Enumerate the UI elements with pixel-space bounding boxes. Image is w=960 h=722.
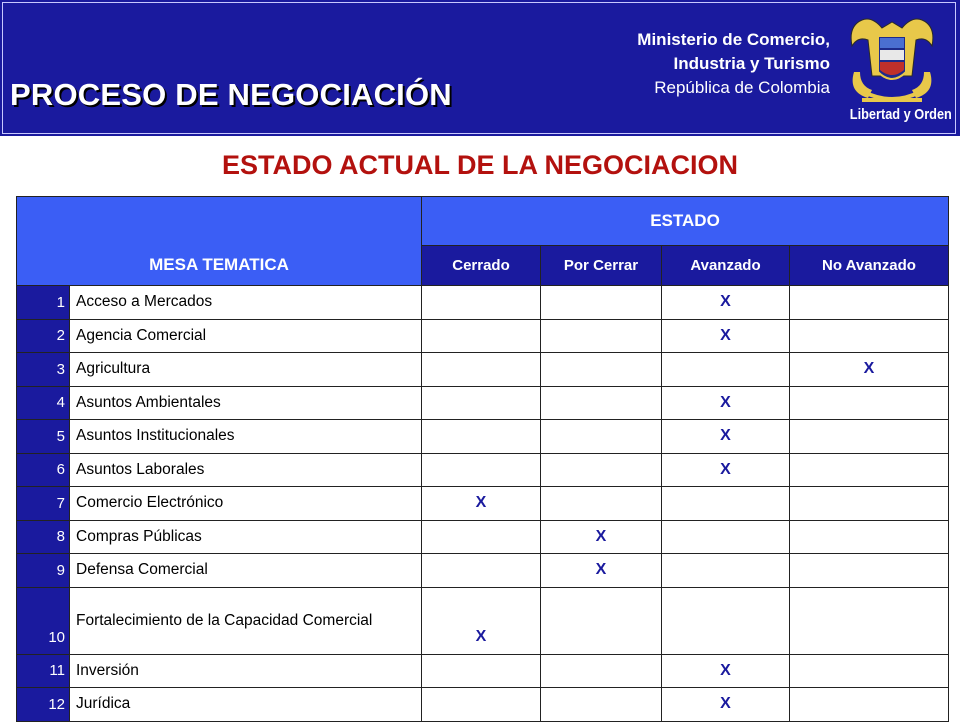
status-cell — [790, 554, 949, 588]
status-cell — [662, 554, 790, 588]
negotiation-status-table — [16, 196, 949, 722]
mesa-name: Asuntos Institucionales — [70, 420, 422, 454]
crest-motto: Libertad y Orden — [849, 106, 952, 123]
status-cell — [422, 654, 541, 688]
status-mark: X — [720, 427, 731, 445]
status-cell — [662, 319, 790, 353]
table-body — [17, 286, 949, 722]
mesa-name: Acceso a Mercados — [70, 286, 422, 320]
status-mark: X — [720, 393, 731, 411]
status-cell — [541, 520, 662, 554]
table-row — [17, 487, 949, 521]
row-number: 2 — [17, 319, 70, 353]
mesa-name: Compras Públicas — [70, 520, 422, 554]
status-cell — [541, 286, 662, 320]
table-row — [17, 587, 949, 654]
status-cell — [662, 520, 790, 554]
mesa-name: Agricultura — [70, 353, 422, 387]
status-cell — [541, 319, 662, 353]
page-title: PROCESO DE NEGOCIACIÓN — [10, 77, 452, 112]
ministry-block — [637, 28, 830, 100]
table-row — [17, 353, 949, 387]
status-mark: X — [720, 661, 731, 679]
table-row — [17, 688, 949, 722]
mesa-name: Asuntos Ambientales — [70, 386, 422, 420]
status-cell — [422, 286, 541, 320]
mesa-name: Inversión — [70, 654, 422, 688]
status-mark: X — [863, 360, 875, 378]
row-number: 5 — [17, 420, 70, 454]
table-row — [17, 319, 949, 353]
mesa-name: Defensa Comercial — [70, 554, 422, 588]
ministry-line-2: Industria y Turismo — [673, 54, 830, 73]
column-header-avanzado: Avanzado — [662, 245, 790, 285]
ministry-line-3: República de Colombia — [654, 78, 830, 97]
column-header-no-avanzado: No Avanzado — [790, 245, 949, 285]
table-row — [17, 453, 949, 487]
table-row — [17, 554, 949, 588]
status-cell — [790, 688, 949, 722]
status-cell — [422, 319, 541, 353]
status-mark: X — [720, 293, 731, 311]
status-mark: X — [720, 326, 731, 344]
estado-header: ESTADO — [422, 197, 949, 246]
table-row — [17, 286, 949, 320]
status-cell — [790, 286, 949, 320]
row-number: 10 — [17, 587, 70, 654]
mesa-tematica-header: MESA TEMATICA — [17, 197, 422, 286]
status-cell — [790, 487, 949, 521]
status-cell — [790, 453, 949, 487]
row-number: 4 — [17, 386, 70, 420]
status-cell — [541, 420, 662, 454]
table-row — [17, 654, 949, 688]
row-number: 8 — [17, 520, 70, 554]
row-number: 7 — [17, 487, 70, 521]
status-cell — [541, 654, 662, 688]
status-cell — [422, 554, 541, 588]
status-cell — [422, 520, 541, 554]
status-cell — [662, 420, 790, 454]
status-cell — [662, 386, 790, 420]
status-cell — [541, 587, 662, 654]
status-cell — [422, 353, 541, 387]
status-mark: X — [595, 561, 607, 579]
column-header-por-cerrar: Por Cerrar — [541, 245, 662, 285]
status-cell — [662, 487, 790, 521]
status-cell — [790, 520, 949, 554]
status-cell — [662, 587, 790, 654]
status-cell — [541, 353, 662, 387]
row-number: 11 — [17, 654, 70, 688]
status-mark: X — [475, 627, 487, 645]
status-cell — [422, 420, 541, 454]
status-cell — [422, 453, 541, 487]
status-mark: X — [595, 527, 607, 545]
status-cell — [422, 487, 541, 521]
row-number: 12 — [17, 688, 70, 722]
status-cell — [422, 587, 541, 654]
row-number: 6 — [17, 453, 70, 487]
status-cell — [790, 654, 949, 688]
status-cell — [662, 353, 790, 387]
column-header-cerrado: Cerrado — [422, 245, 541, 285]
status-cell — [541, 453, 662, 487]
row-number: 1 — [17, 286, 70, 320]
status-cell — [790, 587, 949, 654]
status-cell — [790, 420, 949, 454]
mesa-name: Agencia Comercial — [70, 319, 422, 353]
status-cell — [662, 654, 790, 688]
status-cell — [541, 554, 662, 588]
ministry-line-1: Ministerio de Comercio, — [637, 30, 830, 49]
section-heading: ESTADO ACTUAL DE LA NEGOCIACION — [221, 150, 738, 180]
status-cell — [662, 688, 790, 722]
status-mark: X — [720, 460, 731, 478]
status-cell — [790, 353, 949, 387]
mesa-name: Comercio Electrónico — [70, 487, 422, 521]
row-number: 3 — [17, 353, 70, 387]
row-number: 9 — [17, 554, 70, 588]
status-cell — [422, 688, 541, 722]
mesa-name: Fortalecimiento de la Capacidad Comercial — [70, 587, 422, 654]
status-cell — [541, 386, 662, 420]
status-cell — [422, 386, 541, 420]
status-cell — [541, 487, 662, 521]
mesa-name: Jurídica — [70, 688, 422, 722]
status-cell — [541, 688, 662, 722]
mesa-name: Asuntos Laborales — [70, 453, 422, 487]
status-cell — [790, 386, 949, 420]
status-cell — [790, 319, 949, 353]
table-row — [17, 420, 949, 454]
status-mark: X — [475, 494, 487, 512]
status-mark: X — [720, 695, 731, 713]
table-row — [17, 386, 949, 420]
table-row — [17, 520, 949, 554]
status-cell — [662, 286, 790, 320]
header-banner — [0, 0, 960, 136]
status-cell — [662, 453, 790, 487]
